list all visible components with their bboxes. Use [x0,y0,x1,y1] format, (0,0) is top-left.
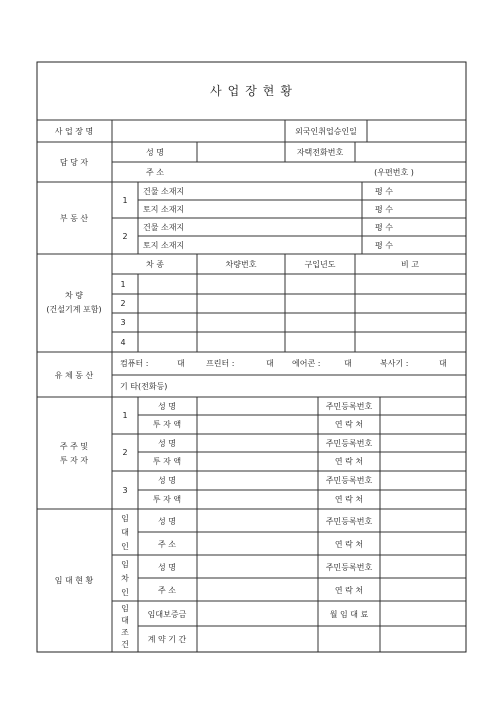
lease-terms-label [121,603,129,649]
lease-period-label: 계 약 기 간 [147,635,187,644]
foreign-employment-approval-label: 외국인취업승인일 [295,127,357,136]
shareholder-investment-label: 투 자 액 [152,457,182,466]
svg-text:임: 임 [121,560,129,569]
building-location-label: 건물 소재지 [143,223,185,232]
remarks-header: 비 고 [401,260,419,269]
svg-text:건: 건 [121,640,129,649]
land-location-label: 토지 소재지 [143,205,185,214]
computer-unit: 대 [177,359,185,368]
purchase-year-header: 구입년도 [304,260,336,269]
shareholder-contact-label: 연 락 처 [334,495,364,504]
land-location-field-2[interactable] [190,237,361,253]
manager-name-field[interactable] [198,143,284,161]
landlord-address-label: 주 소 [158,540,176,549]
shareholder-investment-label: 투 자 액 [152,420,182,429]
vehicle-number-header: 차량번호 [225,260,257,269]
svg-text:임: 임 [121,514,129,523]
manager-address-label: 주 소 [146,168,164,177]
manager-section-label: 담 당 자 [59,158,89,167]
shareholder-id-number-label: 주민등록번호 [325,476,373,485]
form-title: 사업장현황 [210,84,298,98]
vehicle-type-header: 차 종 [146,260,164,269]
building-location-label: 건물 소재지 [143,187,185,196]
computer-label: 컴퓨터 : [120,359,149,368]
aircon-label: 에어콘 : [292,359,321,368]
real-estate-entry-2-number: 2 [122,232,128,241]
area-label: 평 수 [375,223,393,232]
printer-label: 프린터 : [206,359,235,368]
tenant-id-number-label: 주민등록번호 [325,563,373,572]
printer-unit: 대 [266,359,274,368]
shareholder-id-number-label: 주민등록번호 [325,439,373,448]
lease-section-label: 임 대 현 황 [54,576,94,585]
svg-text:대: 대 [121,616,129,625]
other-movables-label: 기 타(전화등) [120,382,168,391]
land-location-field-1[interactable] [190,201,361,217]
shareholders-section-label: 주 주 및 [59,442,89,451]
landlord-label [121,513,129,551]
svg-text:대: 대 [121,528,129,537]
tenant-contact-label: 연 락 처 [334,586,364,595]
land-location-label: 토지 소재지 [143,241,185,250]
area-label: 평 수 [375,187,393,196]
manager-home-phone-field[interactable] [356,143,465,161]
vehicles-section-sublabel: (건설기계 포함) [46,305,102,314]
landlord-contact-label: 연 락 처 [334,540,364,549]
manager-postal-code-label: (우편번호 ) [374,168,414,177]
svg-text:임: 임 [121,604,129,613]
area-label: 평 수 [375,241,393,250]
tenant-name-label: 성 명 [158,563,176,572]
business-name-label: 사 업 장 명 [54,127,94,136]
svg-text:인: 인 [121,542,129,551]
monthly-rent-label: 월 임 대 료 [329,610,369,619]
copier-label: 복사기 : [380,359,409,368]
building-location-field-1[interactable] [190,183,361,199]
vehicle-row-4-number: 4 [120,338,126,347]
shareholder-name-label: 성 명 [158,439,176,448]
tenant-address-label: 주 소 [158,586,176,595]
manager-home-phone-label: 자택전화번호 [296,148,344,157]
lease-deposit-label: 임대보증금 [147,610,187,619]
tenant-label [121,559,129,597]
shareholder-contact-label: 연 락 처 [334,457,364,466]
vehicle-row-1-number: 1 [120,280,126,289]
shareholder-name-label: 성 명 [158,402,176,411]
shareholder-contact-label: 연 락 처 [334,420,364,429]
svg-text:인: 인 [121,588,129,597]
manager-name-label: 성 명 [146,148,164,157]
landlord-name-label: 성 명 [158,517,176,526]
foreign-employment-approval-field[interactable] [368,121,465,141]
shareholder-entry-2-number: 2 [122,448,128,457]
vehicles-section-label: 차 량 [65,291,83,300]
copier-unit: 대 [439,359,447,368]
svg-text:조: 조 [121,628,129,637]
shareholder-entry-3-number: 3 [122,486,128,495]
real-estate-section-label: 부 동 산 [59,214,89,223]
shareholder-entry-1-number: 1 [122,411,128,420]
building-location-field-2[interactable] [190,219,361,235]
shareholder-name-label: 성 명 [158,476,176,485]
aircon-unit: 대 [344,359,352,368]
movables-section-label: 유 체 동 산 [54,371,94,380]
investors-section-label: 투 자 자 [59,456,89,465]
manager-address-field[interactable] [198,163,348,181]
svg-text:차: 차 [121,574,129,583]
real-estate-entry-1-number: 1 [122,196,128,205]
area-label: 평 수 [375,205,393,214]
shareholder-id-number-label: 주민등록번호 [325,402,373,411]
shareholder-investment-label: 투 자 액 [152,495,182,504]
vehicle-row-2-number: 2 [120,299,126,308]
landlord-id-number-label: 주민등록번호 [325,517,373,526]
vehicle-row-3-number: 3 [120,318,126,327]
form-grid-lines [37,120,466,652]
business-name-field[interactable] [113,121,284,141]
